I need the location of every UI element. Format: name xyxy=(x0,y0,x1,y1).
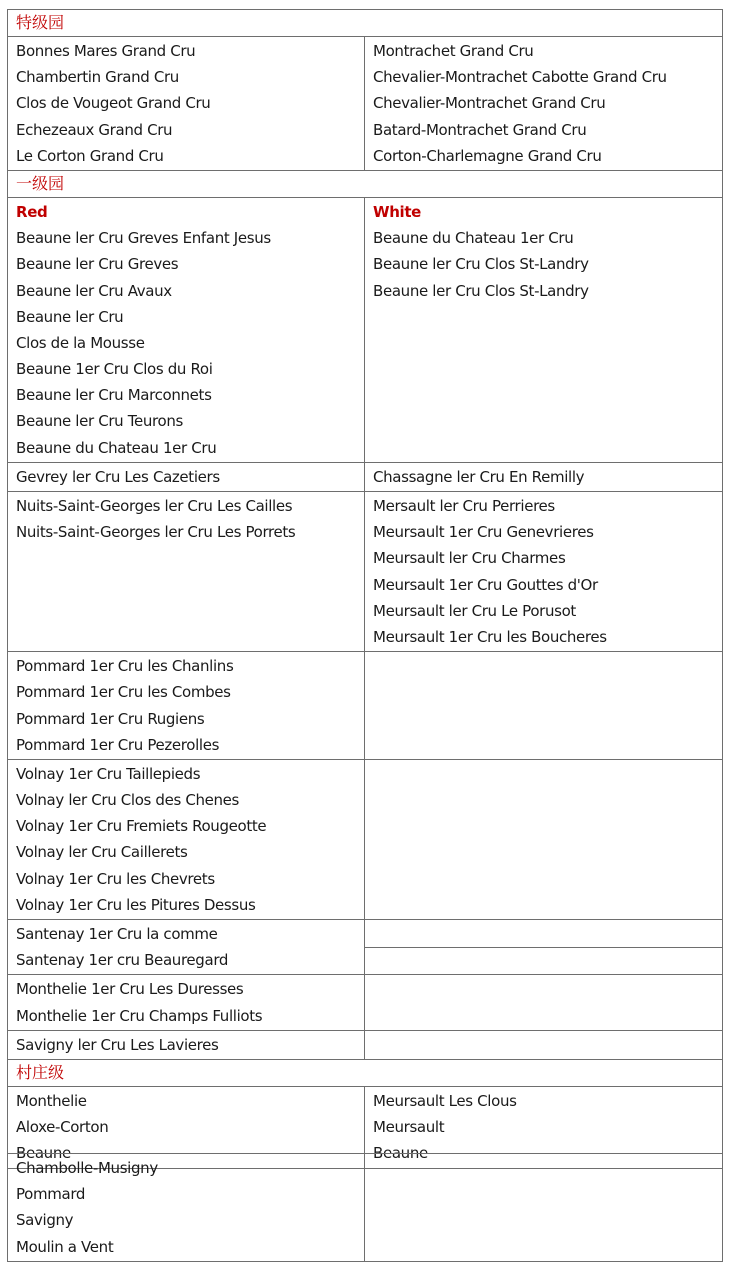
list-item: Clos de la Mousse xyxy=(16,333,145,352)
savigny-cell xyxy=(8,1031,365,1059)
list-item: Le Corton Grand Cru xyxy=(16,146,164,165)
list-item: Beaune du Chateau 1er Cru xyxy=(16,438,217,457)
list-item: Savigny ler Cru Les Lavieres xyxy=(16,1035,219,1054)
list-item: Volnay 1er Cru Taillepieds xyxy=(16,764,201,783)
list-item: Volnay 1er Cru Fremiets Rougeotte xyxy=(16,817,267,836)
empty-cell xyxy=(365,1031,722,1059)
table-row xyxy=(8,1154,722,1261)
red-subheading: Red xyxy=(16,202,48,221)
list-item: Beaune ler Cru xyxy=(16,307,124,326)
list-item: Santenay 1er cru Beauregard xyxy=(16,951,229,970)
list-item: Batard-Montrachet Grand Cru xyxy=(373,120,587,139)
list-item: Meursault 1er Cru Gouttes d'Or xyxy=(373,575,598,594)
list-item: Chevalier-Montrachet Grand Cru xyxy=(373,94,606,113)
list-item: Volnay ler Cru Clos des Chenes xyxy=(16,791,240,810)
table-row xyxy=(8,1031,722,1060)
list-item: Beaune xyxy=(373,1144,428,1163)
grand-cru-left-cell xyxy=(8,37,365,170)
list-item: Montrachet Grand Cru xyxy=(373,42,534,60)
list-item: Beaune ler Cru Teurons xyxy=(16,412,183,431)
village-extra-table xyxy=(7,1153,723,1262)
beaune-white-list xyxy=(373,225,722,304)
list-item: Chambolle-Musigny xyxy=(16,1159,158,1177)
table-row xyxy=(8,492,722,652)
list-item: Meursault xyxy=(373,1118,445,1137)
table-row xyxy=(8,760,722,920)
list-item: Meursault 1er Cru les Boucheres xyxy=(373,627,607,646)
list-item: Beaune ler Cru Clos St-Landry xyxy=(373,255,589,274)
list-item: Pommard 1er Cru les Combes xyxy=(16,683,231,702)
section-heading-premier-cru: 一级园 xyxy=(8,171,722,198)
empty-cell xyxy=(365,975,722,1029)
table-row xyxy=(8,920,722,975)
list-item: Chassagne ler Cru En Remilly xyxy=(373,467,585,486)
list-item: Nuits-Saint-Georges ler Cru Les Cailles xyxy=(16,497,293,515)
list-item: Corton-Charlemagne Grand Cru xyxy=(373,146,602,165)
table-row xyxy=(8,198,722,463)
list-item: Chevalier-Montrachet Cabotte Grand Cru xyxy=(373,68,667,87)
village-extra-left-cell xyxy=(8,1154,365,1261)
beaune-white-cell xyxy=(365,198,722,462)
list-item: Beaune xyxy=(16,1144,71,1163)
table-row xyxy=(8,463,722,492)
list-item: Beaune ler Cru Greves xyxy=(16,255,179,274)
list-item: Monthelie 1er Cru Champs Fulliots xyxy=(16,1006,263,1025)
list-item: Mersault ler Cru Perrieres xyxy=(373,497,555,515)
table-row xyxy=(8,652,722,760)
pommard-cell xyxy=(8,652,365,759)
list-item: Clos de Vougeot Grand Cru xyxy=(16,94,211,113)
section-heading-village: 村庄级 xyxy=(8,1060,722,1087)
section-heading-grand-cru: 特级园 xyxy=(8,10,722,37)
empty-cell xyxy=(365,920,722,947)
list-item: Chambertin Grand Cru xyxy=(16,68,179,87)
empty-cell xyxy=(365,760,722,919)
list-item: Beaune ler Cru Marconnets xyxy=(16,386,212,405)
list-item: Beaune du Chateau 1er Cru xyxy=(373,229,574,248)
list-item: Moulin a Vent xyxy=(16,1237,114,1256)
list-item: Aloxe-Corton xyxy=(16,1118,109,1137)
meursault-cell xyxy=(365,492,722,651)
wine-list-table xyxy=(7,9,723,1169)
table-row xyxy=(8,37,722,171)
white-subheading: White xyxy=(373,202,421,221)
empty-cell xyxy=(365,1154,722,1261)
list-item: Meursault 1er Cru Genevrieres xyxy=(373,523,594,542)
list-item: Monthelie 1er Cru Les Duresses xyxy=(16,980,244,999)
list-item: Pommard 1er Cru les Chanlins xyxy=(16,657,234,676)
list-item: Meursault ler Cru Le Porusot xyxy=(373,601,576,620)
list-item: Santenay 1er Cru la comme xyxy=(16,925,218,943)
list-item: Beaune ler Cru Greves Enfant Jesus xyxy=(16,229,271,248)
list-item: Beaune 1er Cru Clos du Roi xyxy=(16,360,213,379)
list-item: Echezeaux Grand Cru xyxy=(16,120,173,139)
list-item: Volnay ler Cru Caillerets xyxy=(16,843,188,862)
list-item: Gevrey ler Cru Les Cazetiers xyxy=(16,467,220,486)
gevrey-cell xyxy=(8,463,365,491)
monthelie-cell xyxy=(8,975,365,1029)
table-row xyxy=(8,975,722,1030)
list-item: Volnay 1er Cru les Pitures Dessus xyxy=(16,895,256,914)
volnay-cell xyxy=(8,760,365,919)
beaune-red-cell xyxy=(8,198,365,462)
nuits-cell xyxy=(8,492,365,651)
list-item: Savigny xyxy=(16,1211,74,1230)
list-item: Volnay 1er Cru les Chevrets xyxy=(16,869,215,888)
list-item: Nuits-Saint-Georges ler Cru Les Porrets xyxy=(16,523,296,542)
list-item: Meursault ler Cru Charmes xyxy=(373,549,566,568)
beaune-red-list xyxy=(16,225,364,461)
list-item: Beaune ler Cru Avaux xyxy=(16,281,172,300)
santenay-cell xyxy=(8,920,365,974)
list-item: Beaune ler Cru Clos St-Landry xyxy=(373,281,589,300)
empty-cell xyxy=(365,652,722,759)
list-item: Bonnes Mares Grand Cru xyxy=(16,42,196,60)
list-item: Monthelie xyxy=(16,1091,87,1110)
empty-cell xyxy=(365,947,722,975)
list-item: Meursault Les Clous xyxy=(373,1091,517,1110)
list-item: Pommard 1er Cru Pezerolles xyxy=(16,735,220,754)
list-item: Pommard xyxy=(16,1185,86,1204)
empty-split-cell xyxy=(365,920,722,974)
grand-cru-right-cell xyxy=(365,37,722,170)
chassagne-cell xyxy=(365,463,722,491)
list-item: Pommard 1er Cru Rugiens xyxy=(16,709,205,728)
